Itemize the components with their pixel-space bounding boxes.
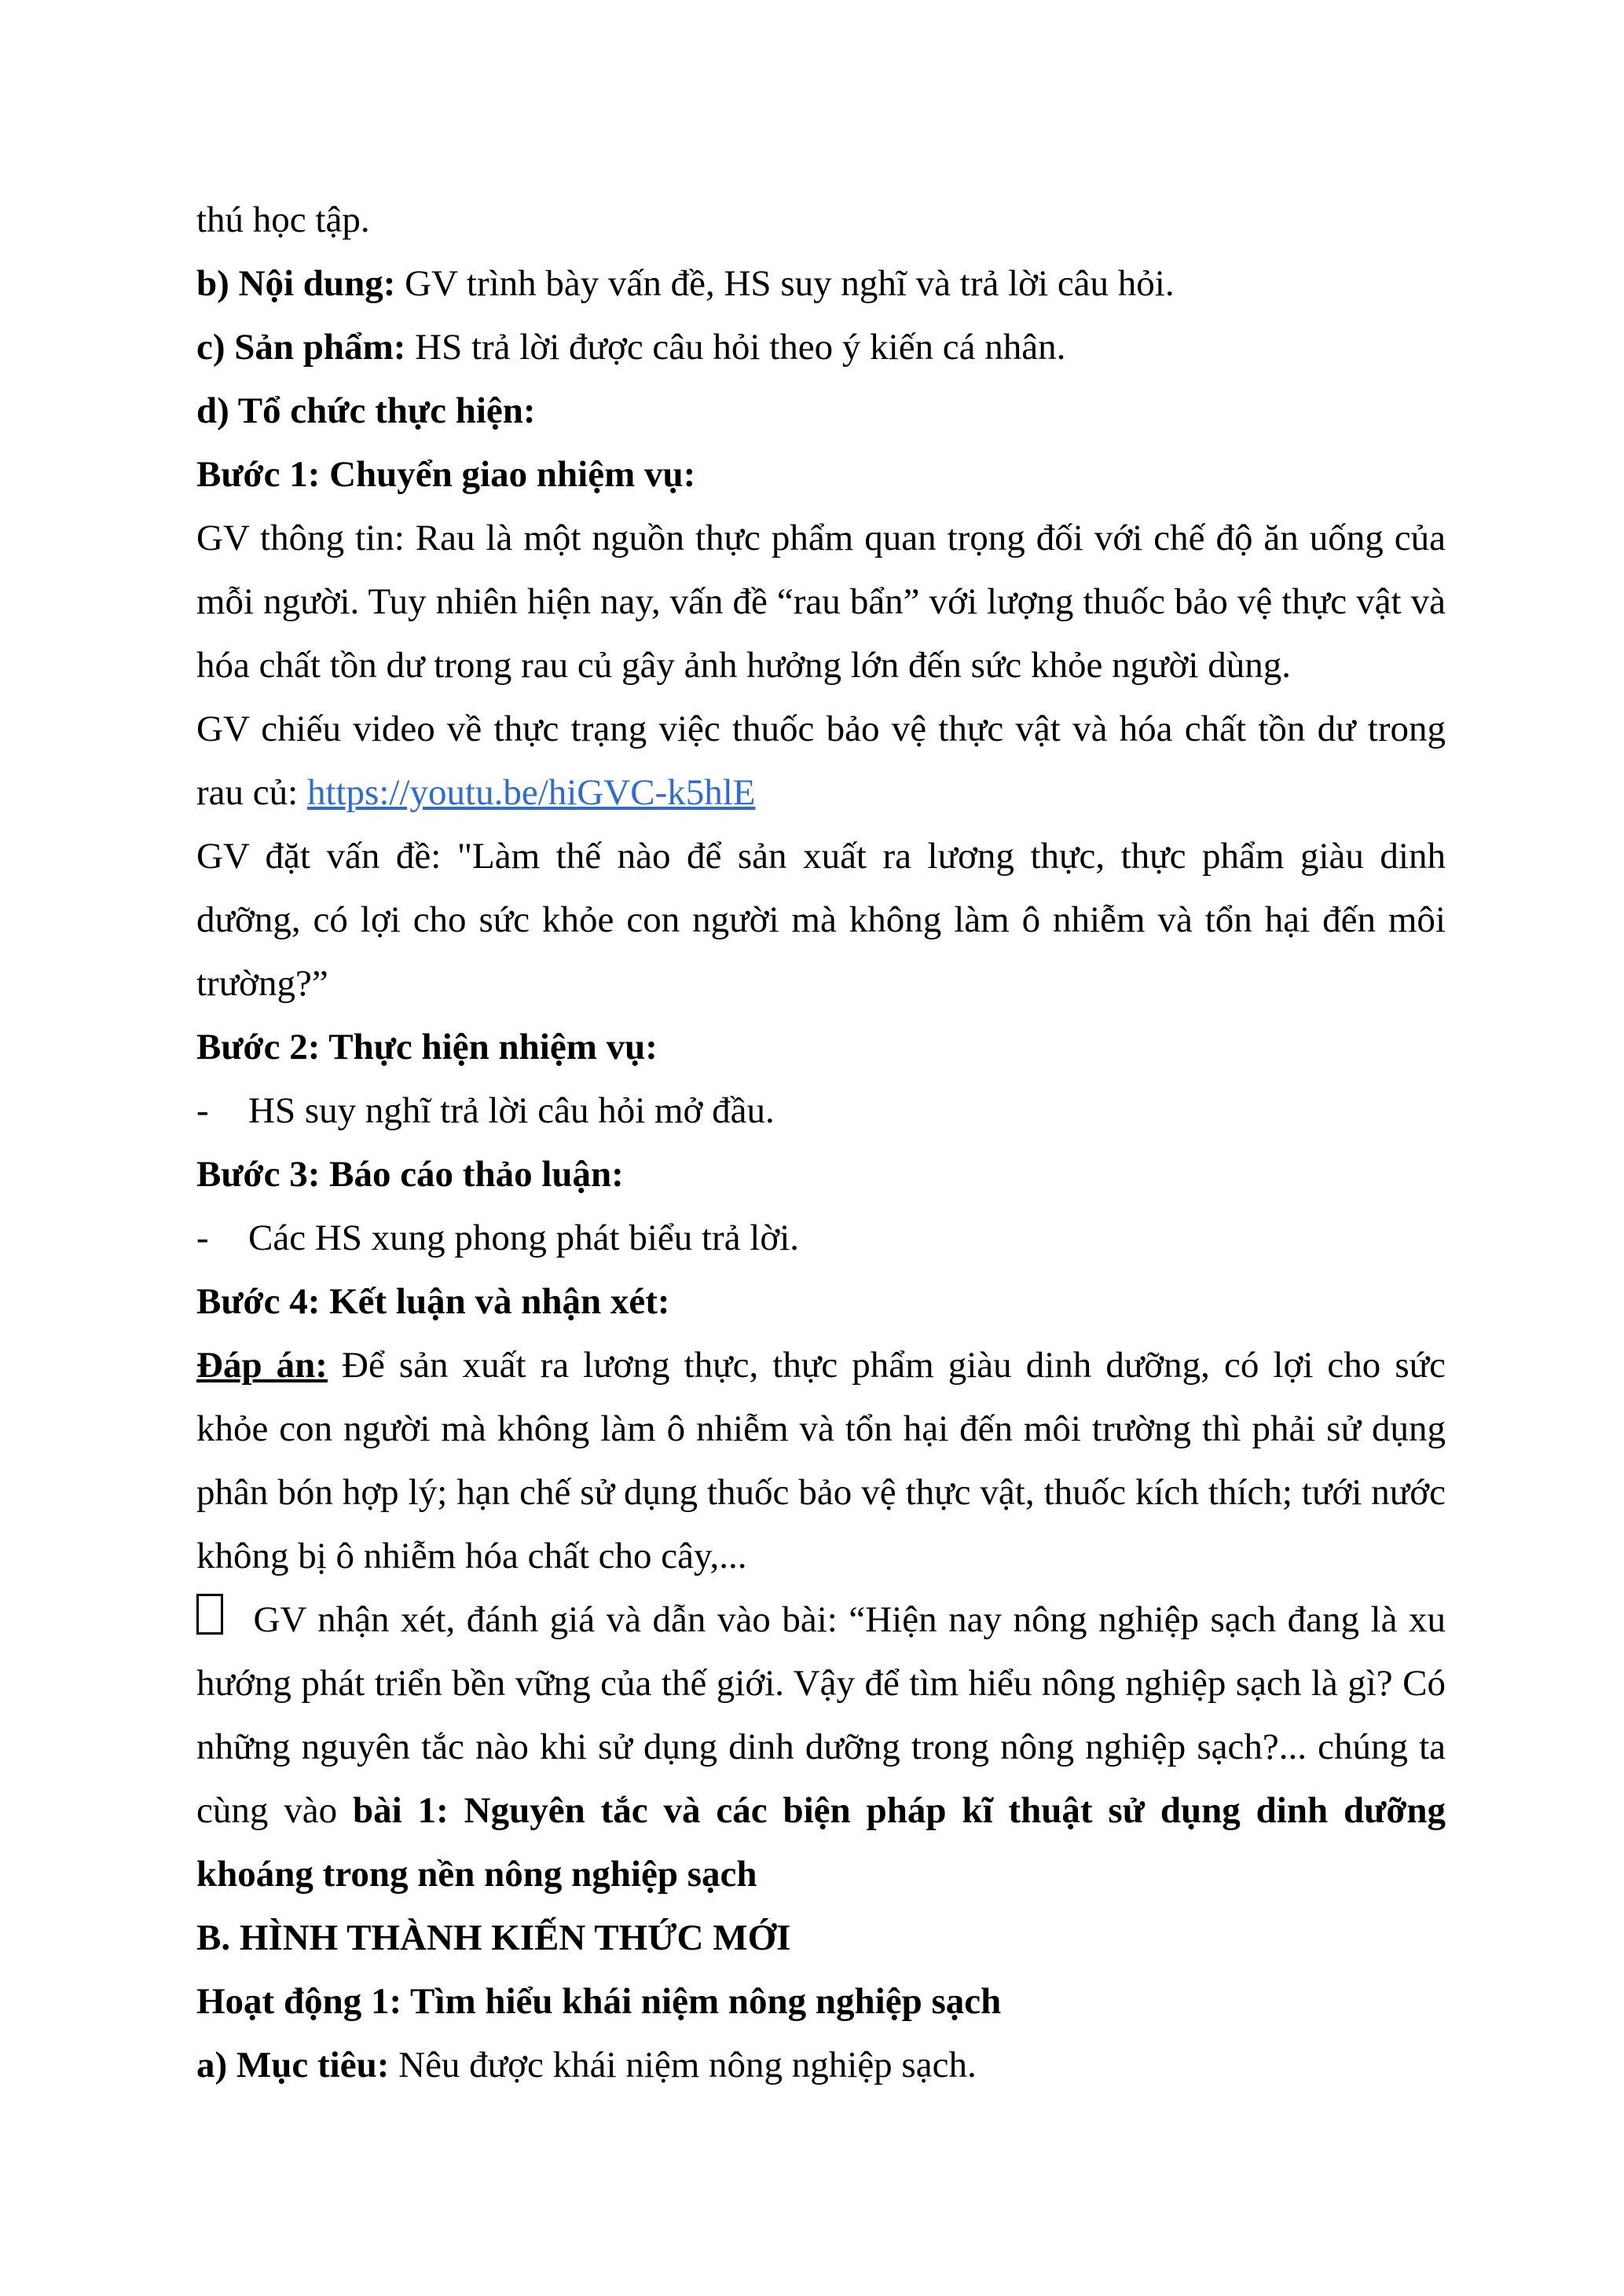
dap-an-label: Đáp án: [196,1345,328,1386]
heading-activity-1 [196,1970,1446,2034]
paragraph-muc-tieu [196,2034,1446,2097]
body-text: HS trả lời được câu hỏi theo ý kiến cá nhân. [405,327,1066,368]
label-to-chuc: d) Tổ chức thực hiện: [196,390,536,431]
section-b-label: B. HÌNH THÀNH KIẾN THỨC MỚI [196,1917,791,1958]
list-item-hs-suy-nghi [196,1079,1446,1143]
youtube-link[interactable]: https://youtu.be/hiGVC-k5hlE [306,772,756,813]
heading-section-b [196,1906,1446,1970]
heading-step-4 [196,1270,1446,1334]
paragraph-gv-nhan-xet [196,1588,1446,1906]
label-san-pham: c) Sản phẩm: [196,327,406,368]
dash-bullet: - [196,1218,209,1258]
dash-bullet: - [196,1090,209,1131]
step-4-label: Bước 4: Kết luận và nhận xét: [196,1281,670,1322]
paragraph-dap-an [196,1334,1446,1588]
missing-glyph-box-icon [196,1594,223,1635]
paragraph-noi-dung [196,252,1446,316]
list-item-text: HS suy nghĩ trả lời câu hỏi mở đầu. [248,1090,775,1131]
paragraph-gv-thong-tin [196,507,1446,698]
body-text: Nêu được khái niệm nông nghiệp sạch. [389,2045,977,2085]
paragraph-gv-chieu-video [196,698,1446,825]
body-text: GV trình bày vấn đề, HS suy nghĩ và trả lời câu hỏi. [395,263,1175,304]
step-1-label: Bước 1: Chuyển giao nhiệm vụ: [196,454,696,495]
body-text: GV nhận xét, đánh giá và dẫn vào bài: “Hiện nay nông nghiệp sạch đang là xu hướng phát triển bền vững của thế giới. Vậy để tìm hiểu nông nghiệp sạch là gì? Có những nguyên tắc nào khi sử dụng dinh dưỡng trong nông nghiệp sạch?... chúng ta cùng vào [196,1599,1446,1831]
body-text: GV chiếu video về thực trạng việc thuốc bảo vệ thực vật và hóa chất tồn dư trong rau củ: [196,709,1446,813]
step-2-label: Bước 2: Thực hiện nhiệm vụ: [196,1027,658,1067]
heading-step-2 [196,1016,1446,1079]
paragraph-to-chuc [196,379,1446,443]
lesson-title-bold: bài 1: Nguyên tắc và các biện pháp kĩ thuật sử dụng dinh dưỡng khoáng trong nền nông nghiệp sạch [196,1790,1446,1895]
body-text: thú học tập. [196,200,370,240]
paragraph-san-pham [196,316,1446,379]
body-text: Để sản xuất ra lương thực, thực phẩm giàu dinh dưỡng, có lợi cho sức khỏe con người mà không làm ô nhiễm và tổn hại đến môi trường thì phải sử dụng phân bón hợp lý; hạn chế sử dụng thuốc bảo vệ thực vật, thuốc kích thích; tưới nước không bị ô nhiễm hóa chất cho cây,... [196,1345,1446,1576]
body-text: GV đặt vấn đề: "Làm thế nào để sản xuất ra lương thực, thực phẩm giàu dinh dưỡng, có lợi cho sức khỏe con người mà không làm ô nhiễm và tổn hại đến môi trường?” [196,836,1446,1004]
paragraph-gv-dat-van-de [196,825,1446,1016]
paragraph-continuation [196,189,1446,252]
body-text: GV thông tin: Rau là một nguồn thực phẩm quan trọng đối với chế độ ăn uống của mỗi người. Tuy nhiên hiện nay, vấn đề “rau bẩn” với lượng thuốc bảo vệ thực vật và hóa chất tồn dư trong rau củ gây ảnh hưởng lớn đến sức khỏe người dùng. [196,518,1446,686]
activity-1-label: Hoạt động 1: Tìm hiểu khái niệm nông nghiệp sạch [196,1981,1002,2022]
step-3-label: Bước 3: Báo cáo thảo luận: [196,1154,624,1195]
list-item-text: Các HS xung phong phát biểu trả lời. [248,1218,800,1258]
heading-step-3 [196,1143,1446,1207]
label-muc-tieu: a) Mục tiêu: [196,2045,390,2085]
heading-step-1 [196,443,1446,507]
label-noi-dung: b) Nội dung: [196,263,396,304]
list-item-cac-hs [196,1207,1446,1270]
